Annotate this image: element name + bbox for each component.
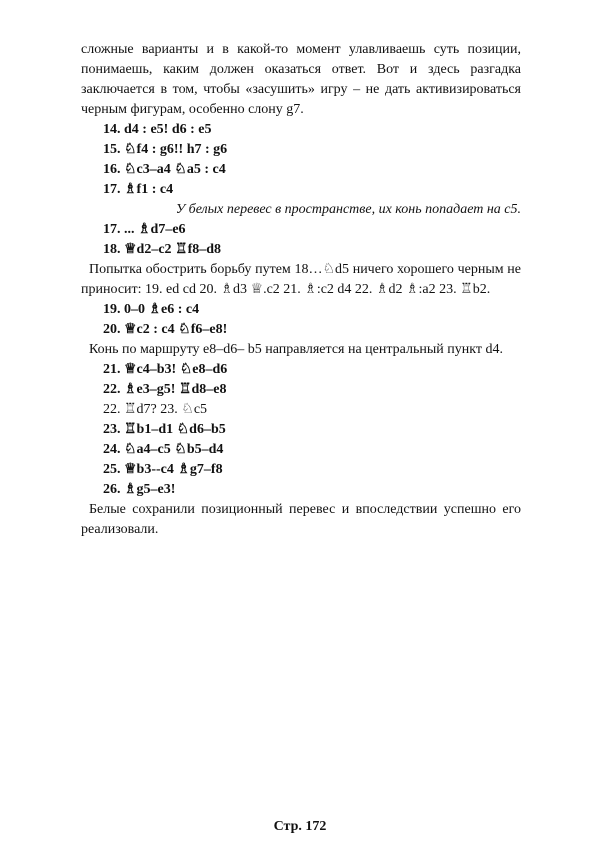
move-23: 23. ♖b1–d1 ♘d6–b5 [103, 422, 226, 437]
move-15: 15. ♘f4 : g6!! h7 : g6 [103, 142, 228, 157]
move-26: 26. ♗g5–e3! [103, 482, 176, 497]
page-body [81, 40, 521, 540]
move-17: 17. ♗f1 : c4 [103, 182, 174, 197]
conclusion-paragraph: Белые сохранили позиционный перевес и впоследствии успешно его реализовали. [81, 502, 521, 537]
move-18: 18. ♕d2–c2 ♖f8–d8 [103, 242, 222, 257]
move-17-black: 17. ... ♗d7–e6 [103, 222, 186, 237]
move-21: 21. ♕c4–b3! ♘e8–d6 [103, 362, 228, 377]
page-number: Стр. 172 [273, 819, 327, 834]
comment-space-advantage: У белых перевес в пространстве, их конь попадает на с5. [175, 202, 521, 217]
move-19: 19. 0–0 ♗e6 : c4 [103, 302, 200, 317]
move-20: 20. ♕c2 : c4 ♘f6–e8! [103, 322, 228, 337]
move-24: 24. ♘a4–c5 ♘b5–d4 [103, 442, 224, 457]
move-22-alternative: 22. ♖d7? 23. ♘c5 [103, 402, 208, 417]
variation-paragraph: Попытка обострить борьбу путем 18…♘d5 ничего хорошего черным не приносит: 19. ed cd 20. ♗d3 ♕.c2 21. ♗:c2 d4 22. ♗d2 ♗:a2 23. ♖b2. [81, 262, 521, 297]
move-22: 22. ♗e3–g5! ♖d8–e8 [103, 382, 227, 397]
intro-paragraph: сложные варианты и в какой-то момент улавливаешь суть позиции, понимаешь, каким должен оказаться ответ. Вот и здесь разгадка заключается в том, чтобы «засушить» игру – не дать активизироваться черным фигурам, особенно слону g7. [81, 42, 521, 117]
move-25: 25. ♕b3--c4 ♗g7–f8 [103, 462, 223, 477]
knight-route-paragraph: Конь по маршруту e8–d6– b5 направляется на центральный пункт d4. [89, 342, 503, 357]
move-16: 16. ♘c3–a4 ♘a5 : c4 [103, 162, 226, 177]
move-14: 14. d4 : e5! d6 : e5 [103, 122, 212, 137]
